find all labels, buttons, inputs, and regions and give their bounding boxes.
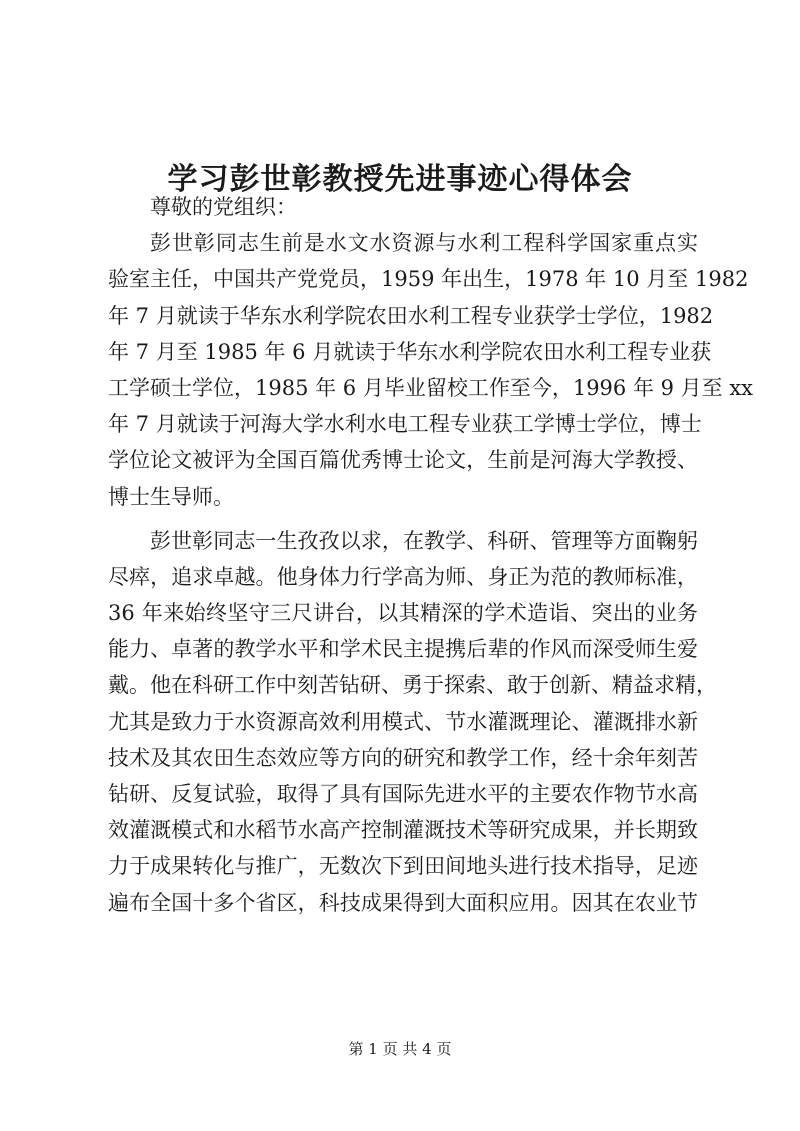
paragraph-line: 彭世彰同志一生孜孜以求，在教学、科研、管理等方面鞠躬 — [150, 528, 698, 553]
paragraph-line: 钻研、反复试验，取得了具有国际先进水平的主要农作物节水高 — [108, 782, 698, 806]
paragraph-line: 遍布全国十多个省区，科技成果得到大面积应用。因其在农业节 — [108, 890, 698, 915]
paragraph-line: 年 7 月就读于河海大学水利水电工程专业获工学博士学位，博士 — [108, 412, 702, 437]
paragraph-line: 力于成果转化与推广，无数次下到田间地头进行技术指导，足迹 — [108, 854, 698, 879]
paragraph-line: 戴。他在科研工作中刻苦钻研、勇于探索、敢于创新、精益求精， — [108, 673, 717, 698]
paragraph-line: 效灌溉模式和水稻节水高产控制灌溉技术等研究成果，并长期致 — [108, 818, 698, 843]
paragraph-line: 36 年来始终坚守三尺讲台，以其精深的学术造诣、突出的业务 — [108, 601, 698, 626]
paragraph-line: 能力、卓著的教学水平和学术民主提携后辈的作风而深受师生爱 — [108, 637, 698, 662]
salutation-line: 尊敬的党组织： — [150, 195, 297, 219]
paragraph-line: 博士生导师。 — [108, 484, 234, 509]
paragraph-line: 彭世彰同志生前是水文水资源与水利工程科学国家重点实 — [150, 231, 698, 256]
paragraph-line: 尽瘁，追求卓越。他身体力行学高为师、身正为范的教师标准， — [108, 564, 698, 589]
paragraph-line: 工学硕士学位，1985 年 6 月毕业留校工作至今，1996 年 9 月至 xx — [108, 375, 754, 400]
paragraph-line: 验室主任，中国共产党党员，1959 年出生，1978 年 10 月至 1982 — [108, 267, 749, 292]
paragraph-line: 尤其是致力于水资源高效利用模式、节水灌溉理论、灌溉排水新 — [108, 709, 698, 734]
document-body — [108, 189, 754, 921]
document-title: 学习彭世彰教授先进事迹心得体会 — [167, 162, 633, 198]
page-indicator: 第 1 页 共 4 页 — [348, 1040, 452, 1058]
paragraph-line: 学位论文被评为全国百篇优秀博士论文，生前是河海大学教授、 — [108, 448, 698, 473]
paragraph-line: 年 7 月至 1985 年 6 月就读于华东水利学院农田水利工程专业获 — [108, 339, 712, 364]
paragraph-line: 年 7 月就读于华东水利学院农田水利工程专业获学士学位，1982 — [108, 303, 714, 328]
paragraph-line: 技术及其农田生态效应等方向的研究和教学工作，经十余年刻苦 — [108, 745, 698, 770]
